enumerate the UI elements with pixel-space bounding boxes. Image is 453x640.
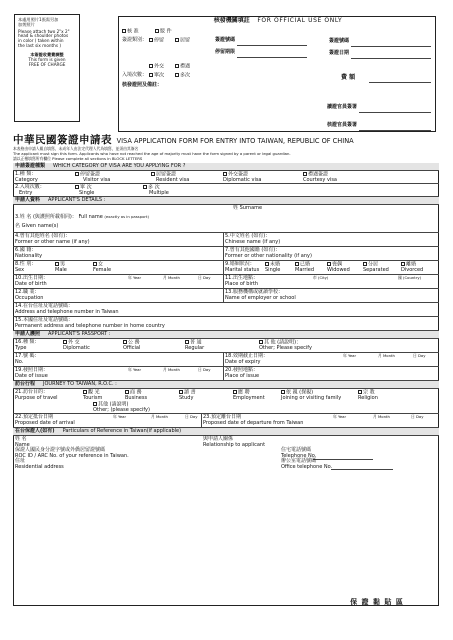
full-name-label: 3.姓 名 (與護照所載相同)： Full name (exactly as in passport) bbox=[15, 214, 149, 220]
multiple-check[interactable]: 多次 bbox=[175, 73, 190, 79]
official-title-zh: 核發機關填註 bbox=[213, 17, 250, 24]
purpose-employment-check[interactable]: 應 聘 Employment bbox=[233, 389, 265, 402]
row-6-7: 6.國 籍： Nationality 7.曾有其他國籍 (如有)： Former or other nationality (if any) bbox=[13, 247, 439, 261]
remarks-label: 核發證照及備註： bbox=[122, 82, 163, 88]
category-row: 1.種 類： Category 停留簽證 Visitor visa 居留簽證 Resident visa 外交簽證 Diplomatic visa 禮遇簽證 Courtesy visa bbox=[13, 171, 439, 184]
resident-check[interactable]: 居留 bbox=[175, 38, 190, 44]
passport-diplomatic-check[interactable]: 外 交 Diplomatic bbox=[63, 339, 90, 352]
row-15: 15.本國住址及電話號碼： Permanent address and telephone number in home country bbox=[13, 317, 439, 331]
section-reference-header: 在台保證人(如有) Particulars of Reference in Taiwan(if applicable) bbox=[13, 428, 439, 436]
reviewer-label: 讀證官員簽署 bbox=[327, 104, 358, 110]
female-check[interactable]: 女 Female bbox=[93, 261, 112, 274]
visa-date-label: 簽證日期 bbox=[329, 50, 350, 56]
courtesy-visa-check[interactable]: 禮遇簽證 Courtesy visa bbox=[303, 171, 337, 184]
purpose-other-check[interactable]: 其他 (請說明) Other; (please specify) bbox=[93, 401, 150, 414]
official-title-en: FOR OFFICIAL USE ONLY bbox=[257, 17, 343, 24]
free-en2: FREE OF CHARGE bbox=[28, 61, 66, 67]
row-19-20: 19.發照日期： Date of issue 年 Year 月 Month 日 Day 20.發照地點： Place of issue bbox=[13, 367, 439, 381]
stop-check[interactable]: 停留 bbox=[149, 38, 164, 44]
title-en: VISA APPLICATION FORM FOR ENTRY INTO TAIWAN, REPUBLIC OF CHINA bbox=[116, 137, 354, 145]
passport-regular-check[interactable]: 普 通 Regular bbox=[185, 339, 205, 352]
section-journey-header: 訪台行程 JOURNEY TO TAIWAN, R.O.C. : bbox=[13, 381, 439, 389]
purpose-religion-check[interactable]: 宗 教 Religion bbox=[358, 389, 378, 402]
courtesy-check[interactable]: 禮遇 bbox=[175, 64, 190, 70]
multiple-entry-check[interactable]: 多 次 Multiple bbox=[143, 185, 169, 197]
row-17-18: 17.號 碼： No. 18.效期截止日期： Date of expiry 年 Year 月 Month 日 Day bbox=[13, 353, 439, 367]
fee-label: 費 額 bbox=[341, 74, 356, 81]
free-zh: 本簽證收費費調整 bbox=[30, 51, 64, 57]
visa-type-label: 簽證類別： bbox=[122, 37, 148, 43]
row-8-9: 8.性 別： Sex 男 Male 女 Female 9.婚姻狀況： Marital status 未婚 Single 已婚 Married 喪偶 Widowed 分居 Separated 離婚 Divorced bbox=[13, 261, 439, 275]
photo-en2: head & shoulder photos bbox=[18, 33, 69, 39]
reference-block: 姓 名 Name 與申請人關係 Relationship to applicant 保證人國民身分證字號或外僑居留證號碼 ROC ID / ARC No. of your reference in Taiwan. 住宅電話號碼 Telephone No. 住址 Residential address 辦公室電話號碼 Office telephone No. bbox=[13, 436, 439, 468]
row-22-23: 22.預定抵台日期 Proposed date of arrival 年 Year 月 Month 日 Day 23.預定離台日期 Proposed date of departure from Taiwan 年 Year 月 Month 日 Day bbox=[13, 414, 439, 428]
single-status-check[interactable]: 未婚 Single bbox=[265, 261, 281, 274]
photo-line2: 加剪照片 bbox=[18, 21, 35, 27]
purpose-business-check[interactable]: 商 務 Business bbox=[125, 389, 148, 402]
note-zh: 本表格由申請人親自填寫，未成年人由法定代理人代為填寫，並須由其簽名 bbox=[13, 146, 139, 151]
photo-en4: the last six months ) bbox=[18, 43, 61, 49]
approve-check[interactable]: 核 准 bbox=[122, 29, 139, 35]
purpose-tourism-check[interactable]: 觀 光 Tourism bbox=[83, 389, 103, 402]
s1-header-zh: 申請簽證種類 bbox=[15, 162, 46, 169]
diplomatic-visa-check[interactable]: 外交簽證 Diplomatic visa bbox=[223, 171, 262, 184]
photo-box bbox=[14, 14, 80, 122]
passport-type-row: 16.種 類： Type 外 交 Diplomatic 公 務 Official 普 通 Regular 其 他 (請說明)： Other; Please specify bbox=[13, 339, 439, 353]
full-name-row bbox=[13, 205, 439, 233]
diplomatic-check[interactable]: 外交 bbox=[149, 64, 164, 70]
passport-official-check[interactable]: 公 務 Official bbox=[123, 339, 141, 352]
passport-other-check[interactable]: 其 他 (請說明)： Other; Please specify bbox=[259, 339, 312, 352]
row-14: 14.在台住址及電話號碼： Address and telephone number in Taiwan bbox=[13, 303, 439, 317]
married-check[interactable]: 已婚 Married bbox=[295, 261, 315, 274]
photo-en3: in color ( taken within bbox=[18, 38, 64, 44]
issue-no-label: 簽證號碼 bbox=[329, 38, 350, 44]
visa-no-label: 簽證號碼 bbox=[215, 37, 236, 43]
official-use-box bbox=[118, 16, 436, 132]
entries-label: 入境次數： bbox=[122, 72, 148, 78]
photo-en1: Please attach two 2"x 2" bbox=[18, 28, 70, 34]
row-4-5: 4.曾有其他姓名 (如有)： Former or other name (if any) 5.中文姓名 (如有)： Chinese name (if any) bbox=[13, 233, 439, 247]
surname-label: 姓 Surname bbox=[233, 205, 263, 211]
entry-row: 2.入境次數： Entry 單 次 Single 多 次 Multiple bbox=[13, 184, 439, 197]
note-block: 請以正楷填寫所有欄位 Please complete all sections in BLOCK LETTERS bbox=[13, 156, 143, 161]
free-en1: This form is given bbox=[28, 56, 66, 62]
purpose-study-check[interactable]: 讀 書 Study bbox=[179, 389, 196, 402]
photo-line1: 本處用照片1張需另加 bbox=[18, 17, 59, 22]
stamp-area-label: 保 證 黏 貼 區 bbox=[350, 598, 404, 606]
single-check[interactable]: 單次 bbox=[149, 73, 164, 79]
s1-header-en: WHICH CATEGORY OF VISA ARE YOU APPLYING FOR ? bbox=[53, 162, 186, 169]
note-en: The applicant must sign this form. Applicants who have not reached the age of majority must have the form signed by a parent or legal guardian. bbox=[13, 151, 291, 156]
reject-check[interactable]: 駁 件 bbox=[155, 29, 172, 35]
row-10-11: 10.出生日期： Date of birth 年 Year 月 Month 日 Day 11.出生地點： Place of birth 市 (City) 國 (Country) bbox=[13, 275, 439, 289]
separated-check[interactable]: 分居 Separated bbox=[363, 261, 389, 274]
visitor-visa-check[interactable]: 停留簽證 Visitor visa bbox=[75, 172, 110, 184]
widowed-check[interactable]: 喪偶 Widowed bbox=[327, 261, 350, 274]
purpose-family-check[interactable]: 依 親 (探親) Joining or visiting family bbox=[281, 389, 342, 402]
title-zh: 中華民國簽證申請表 bbox=[13, 134, 112, 146]
single-entry-check[interactable]: 單 次 Single bbox=[75, 185, 94, 197]
row-12-13: 12.職 業： Occupation 13.服務機構或就讀學校： Name of employer or school bbox=[13, 289, 439, 303]
approver-label: 核證官員簽署 bbox=[327, 122, 358, 128]
resident-visa-check[interactable]: 居留簽證 Resident visa bbox=[151, 172, 189, 184]
section-passport-header: 申請人護照 APPLICANT'S PASSPORT : bbox=[13, 331, 439, 339]
male-check[interactable]: 男 Male bbox=[55, 261, 67, 274]
section-visa-category-header bbox=[13, 163, 439, 171]
form-title bbox=[13, 134, 443, 146]
given-name-label: 名 Given name(s) bbox=[15, 223, 59, 229]
official-title bbox=[119, 18, 437, 25]
section-applicant-header: 申請人資料 APPLICANT'S DETAILS : bbox=[13, 197, 439, 205]
divorced-check[interactable]: 離婚 Divorced bbox=[401, 261, 424, 274]
purpose-row: 21.訪台目的： Purpose of travel 觀 光 Tourism 商 務 Business 讀 書 Study 應 聘 Employment 依 親 (探親) Joining or visiting family 宗 教 Religion 其他 (請說明) Other; (please specify) bbox=[13, 389, 439, 414]
stay-period-label: 停留期限 bbox=[215, 49, 236, 55]
